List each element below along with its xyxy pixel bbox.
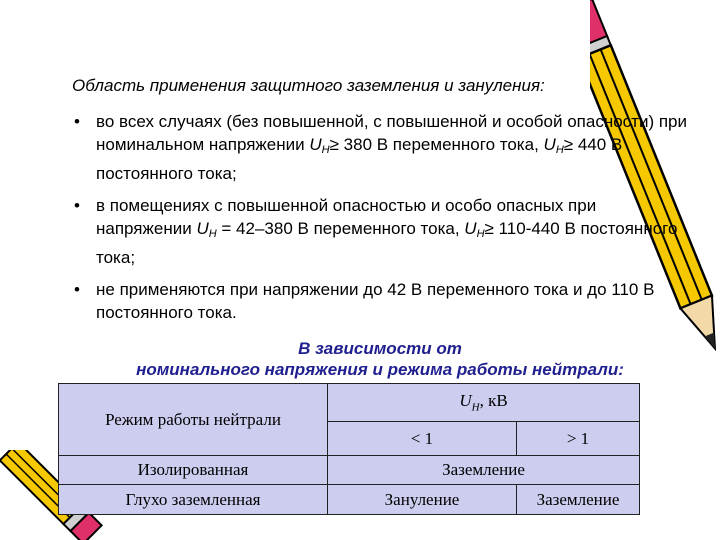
header-greater-than-1: > 1 [517, 422, 640, 456]
header-neutral-mode: Режим работы нейтрали [59, 384, 328, 456]
cell-neutralization: Зануление [328, 485, 517, 515]
bullet-item-1: • во всех случаях (без повышенной, с повышенной и особой опасности) при номинальном напряжении $U_Н\ge 380$ В переменного тока, $U_Н\ge 440$ В постоянного тока; [74, 112, 687, 183]
row-label-isolated: Изолированная [59, 456, 328, 485]
table-caption-line-2: номинального напряжения и режима работы нейтрали: [136, 360, 624, 379]
header-voltage: $U_Н$, кВ [328, 384, 640, 422]
heading: Область применения защитного заземления и зануления: [72, 76, 545, 95]
header-less-than-1: < 1 [328, 422, 517, 456]
bullet-item-2: • в помещениях с повышенной опасностью и особо опасных при напряжении $U_Н = 42-380$ В переменного тока, $U_Н\ge 110-440$ В постоянного тока; [74, 196, 678, 267]
table-row [59, 456, 640, 485]
table-caption-line-1: В зависимости от [298, 339, 462, 358]
bullet-item-3: • не применяются при напряжении до 42 В переменного тока и до 110 В постоянного тока. [74, 280, 655, 322]
table-row [59, 485, 640, 515]
bullet-list [72, 110, 692, 333]
bullet-icon: • [74, 280, 80, 299]
grounding-table [58, 383, 640, 515]
bullet-icon: • [74, 196, 80, 215]
cell-grounding: Заземление [328, 456, 640, 485]
bullet-icon: • [74, 112, 80, 131]
table-caption [60, 338, 700, 380]
row-label-solidly-grounded: Глухо заземленная [59, 485, 328, 515]
cell-grounding-high: Заземление [517, 485, 640, 515]
